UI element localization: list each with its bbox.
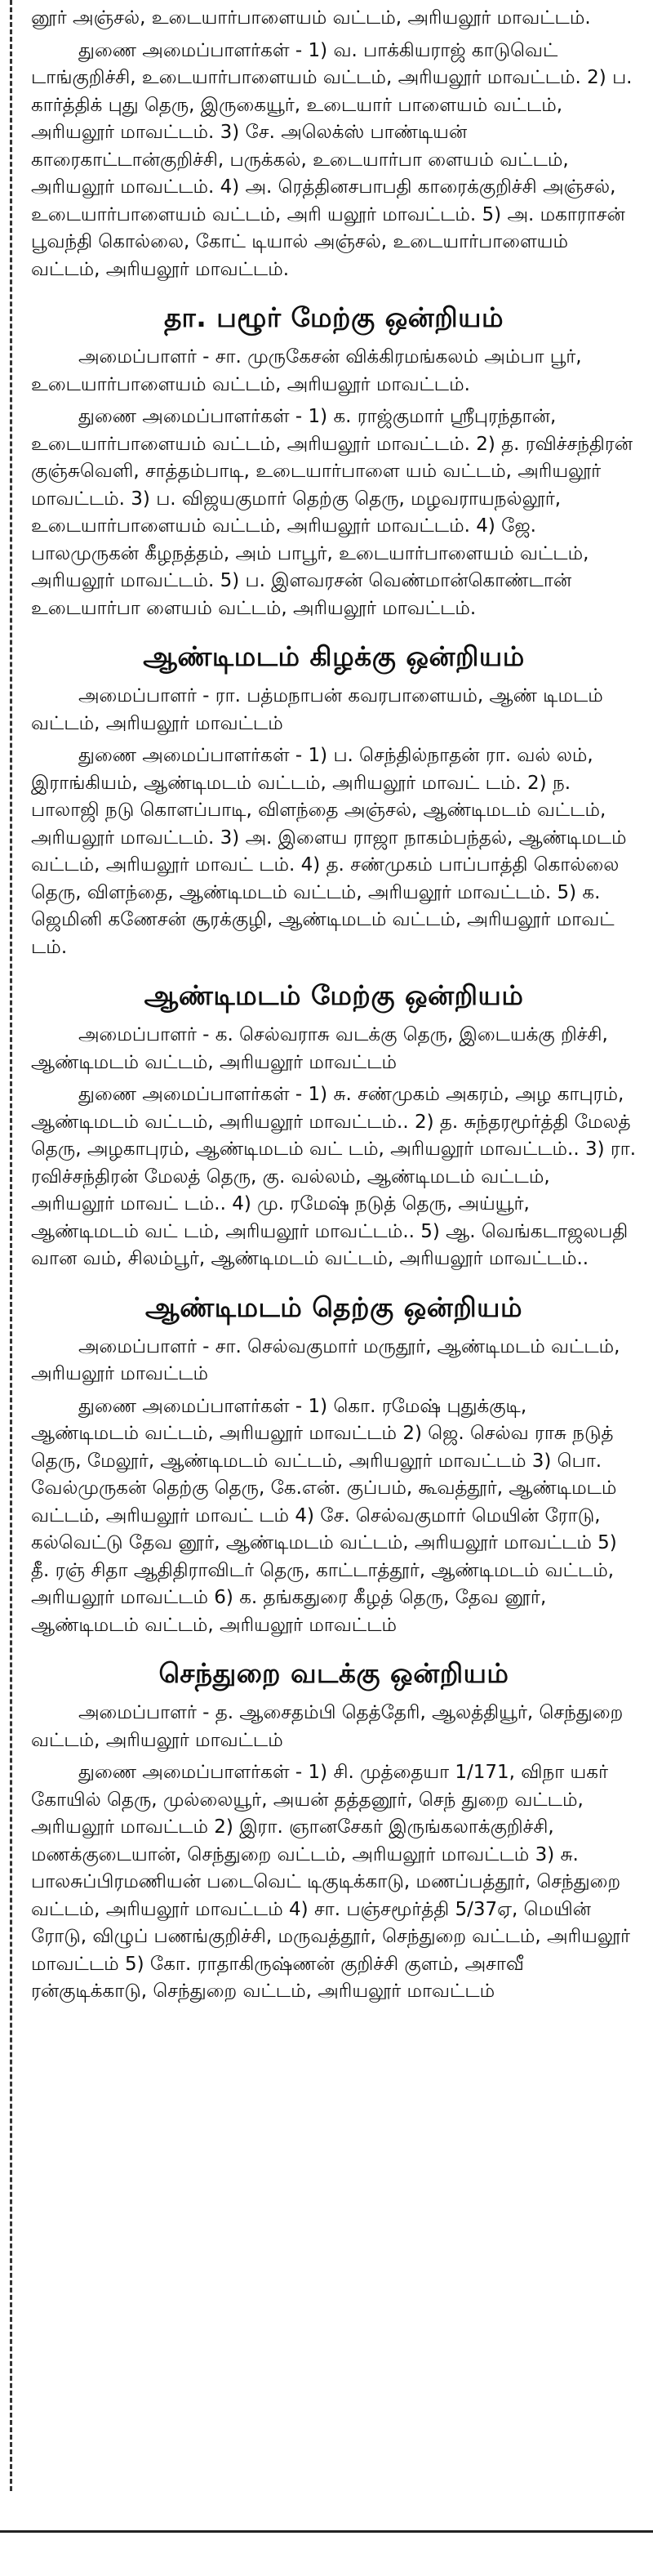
intro-lead-text: னூர் அஞ்சல், உடையார்பாளையம் வட்டம், அரியலூர் மாவட்டம். (31, 7, 591, 29)
section-andimadam-east (31, 639, 637, 961)
deputy-organizers-text: துணை அமைப்பாளர்கள் - 1) க. ராஜ்குமார் ஸ்ரீபுரந்தான், உடையார்பாளையம் வட்டம், அரியலூர் மாவட்டம். 2) த. ரவிச்சந்திரன் குஞ்சுவெளி, சாத்தம்பாடி, உடையார்பாளை யம் வட்டம், அரியலூர் மாவட்டம். 3) ப. விஜயகுமார் தெற்கு தெரு, மழவராயநல்லூர், உடையார்பாளையம் வட்டம், அரியலூர் மாவட்டம். 4) ஜே. பாலமுருகன் கீழநத்தம், அம் பாபூர், உடையார்பாளையம் வட்டம், அரியலூர் மாவட்டம். 5) ப. இளவரசன் வெண்மான்கொண்டான் உடையார்பா ளையம் வட்டம், அரியலூர் மாவட்டம். (31, 406, 633, 619)
dashed-column-border (10, 0, 12, 2491)
organizer-text: அமைப்பாளர் - சா. முருகேசன் விக்கிரமங்கலம் அம்பா பூர், உடையார்பாளையம் வட்டம், அரியலூர் மாவட்டம். (31, 346, 582, 395)
organizer-text: அமைப்பாளர் - சா. செல்வகுமார் மருதூர், ஆண்டிமடம் வட்டம், அரியலூர் மாவட்டம் (31, 1335, 620, 1384)
organizer-text: அமைப்பாளர் - க. செல்வராசு வடக்கு தெரு, இடையக்கு றிச்சி, ஆண்டிமடம் வட்டம், அரியலூர் மாவட்டம் (31, 1024, 608, 1073)
section-heading: ஆண்டிமடம் மேற்கு ஒன்றியம் (144, 979, 524, 1011)
section-heading: ஆண்டிமடம் தெற்கு ஒன்றியம் (144, 1290, 522, 1323)
article-column (31, 5, 637, 2011)
section-tha-pazhur-west (31, 300, 637, 622)
deputy-organizers-text: துணை அமைப்பாளர்கள் - 1) சு. சண்முகம் அகரம், அழ காபுரம், ஆண்டிமடம் வட்டம், அரியலூர் மாவட்டம்.. 2) த. சுந்தரமூர்த்தி மேலத் தெரு, அழகாபுரம், ஆண்டிமடம் வட் டம், அரியலூர் மாவட்டம்.. 3) ரா. ரவிச்சந்திரன் மேலத் தெரு, கு. வல்லம், ஆண்டிமடம் வட்டம், அரியலூர் மாவட் டம்.. 4) மு. ரமேஷ் நடுத் தெரு, அய்யூர், ஆண்டிமடம் வட் டம், அரியலூர் மாவட்டம்.. 5) ஆ. வெங்கடாஜலபதி வான வம், சிலம்பூர், ஆண்டிமடம் வட்டம், அரியலூர் மாவட்டம்.. (31, 1084, 637, 1269)
organizer-text: அமைப்பாளர் - த. ஆசைதம்பி தெத்தேரி, ஆலத்தியூர், செந்துறை வட்டம், அரியலூர் மாவட்டம் (31, 1702, 624, 1751)
section-senthurai-north (31, 1656, 637, 2006)
deputy-organizers-text: துணை அமைப்பாளர்கள் - 1) சி. முத்தையா 1/171, விநா யகர் கோயில் தெரு, முல்லையூர், அயன் தத்தனூர், செந் துறை வட்டம், அரியலூர் மாவட்டம் 2) இரா. ஞானசேகர் இருங்கலாக்குறிச்சி, மணக்குடையான், செந்துறை வட்டம், அரியலூர் மாவட்டம் 3) சு. பாலசுப்பிரமணியன் படைவெட் டிகுடிக்காடு, மணப்பத்தூர், செந்துறை வட்டம், அரியலூர் மாவட்டம் 4) சா. பஞ்சமூர்த்தி 5/37ஏ, மெயின் ரோடு, விழுப் பணங்குறிச்சி, மருவத்தூர், செந்துறை வட்டம், அரியலூர் மாவட்டம் 5) கோ. ராதாகிருஷ்ணன் குறிச்சி குளம், அசாவீ ரன்குடிக்காடு, செந்துறை வட்டம், அரியலூர் மாவட்டம் (31, 1762, 631, 2002)
deputy-organizers-text: துணை அமைப்பாளர்கள் - 1) ப. செந்தில்நாதன் ரா. வல் லம், இராங்கியம், ஆண்டிமடம் வட்டம், அரியலூர் மாவட் டம். 2) ந. பாலாஜி நடு கொளப்பாடி, விளந்தை அஞ்சல், ஆண்டிமடம் வட்டம், அரியலூர் மாவட்டம். 3) அ. இளைய ராஜா நாகம்பந்தல், ஆண்டிமடம் வட்டம், அரியலூர் மாவட் டம். 4) த. சண்முகம் பாப்பாத்தி கொல்லை தெரு, விளந்தை, ஆண்டிமடம் வட்டம், அரியலூர் மாவட்டம். 5) க. ஜெமினி கணேசன் சூரக்குழி, ஆண்டிமடம் வட்டம், அரியலூர் மாவட் டம். (31, 745, 627, 958)
bottom-divider-line (0, 2530, 653, 2533)
section-heading: செந்துறை வடக்கு ஒன்றியம் (158, 1657, 509, 1689)
section-andimadam-south (31, 1290, 637, 1640)
section-andimadam-west (31, 978, 637, 1273)
section-heading: ஆண்டிமடம் கிழக்கு ஒன்றியம் (143, 640, 525, 672)
intro-deputy-organizers: துணை அமைப்பாளர்கள் - 1) வ. பாக்கியராஜ் காடுவெட் டாங்குறிச்சி, உடையார்பாளையம் வட்டம், அரியலூர் மாவட்டம். 2) ப. கார்த்திக் புது தெரு, இருகையூர், உடையார் பாளையம் வட்டம், அரியலூர் மாவட்டம். 3) சே. அலெக்ஸ் பாண்டியன் காரைகாட்டான்குறிச்சி, பருக்கல், உடையார்பா ளையம் வட்டம், அரியலூர் மாவட்டம். 4) அ. ரெத்தினசபாபதி காரைக்குறிச்சி அஞ்சல், உடையார்பாளையம் வட்டம், அரி யலூர் மாவட்டம். 5) அ. மகாராசன் பூவந்தி கொல்லை, கோட் டியால் அஞ்சல், உடையார்பாளையம் வட்டம், அரியலூர் மாவட்டம். (31, 39, 633, 280)
section-heading: தா. பழூர் மேற்கு ஒன்றியம் (163, 301, 504, 333)
organizer-text: அமைப்பாளர் - ரா. பத்மநாபன் கவரபாளையம், ஆண் டிமடம் வட்டம், அரியலூர் மாவட்டம் (31, 685, 603, 734)
deputy-organizers-text: துணை அமைப்பாளர்கள் - 1) கொ. ரமேஷ் புதுக்குடி, ஆண்டிமடம் வட்டம், அரியலூர் மாவட்டம் 2) ஜெ. செல்வ ராசு நடுத் தெரு, மேலூர், ஆண்டிமடம் வட்டம், அரியலூர் மாவட்டம் 3) பொ. வேல்முருகன் தெற்கு தெரு, கே.என். குப்பம், கூவத்தூர், ஆண்டிமடம் வட்டம், அரியலூர் மாவட் டம் 4) சே. செல்வகுமார் மெயின் ரோடு, கல்வெட்டு தேவ னூர், ஆண்டிமடம் வட்டம், அரியலூர் மாவட்டம் 5) தீ. ரஞ் சிதா ஆதிதிராவிடர் தெரு, காட்டாத்தூர், ஆண்டிமடம் வட்டம், அரியலூர் மாவட்டம் 6) க. தங்கதுரை கீழத் தெரு, தேவ னூர், ஆண்டிமடம் வட்டம், அரியலூர் மாவட்டம் (31, 1395, 617, 1636)
